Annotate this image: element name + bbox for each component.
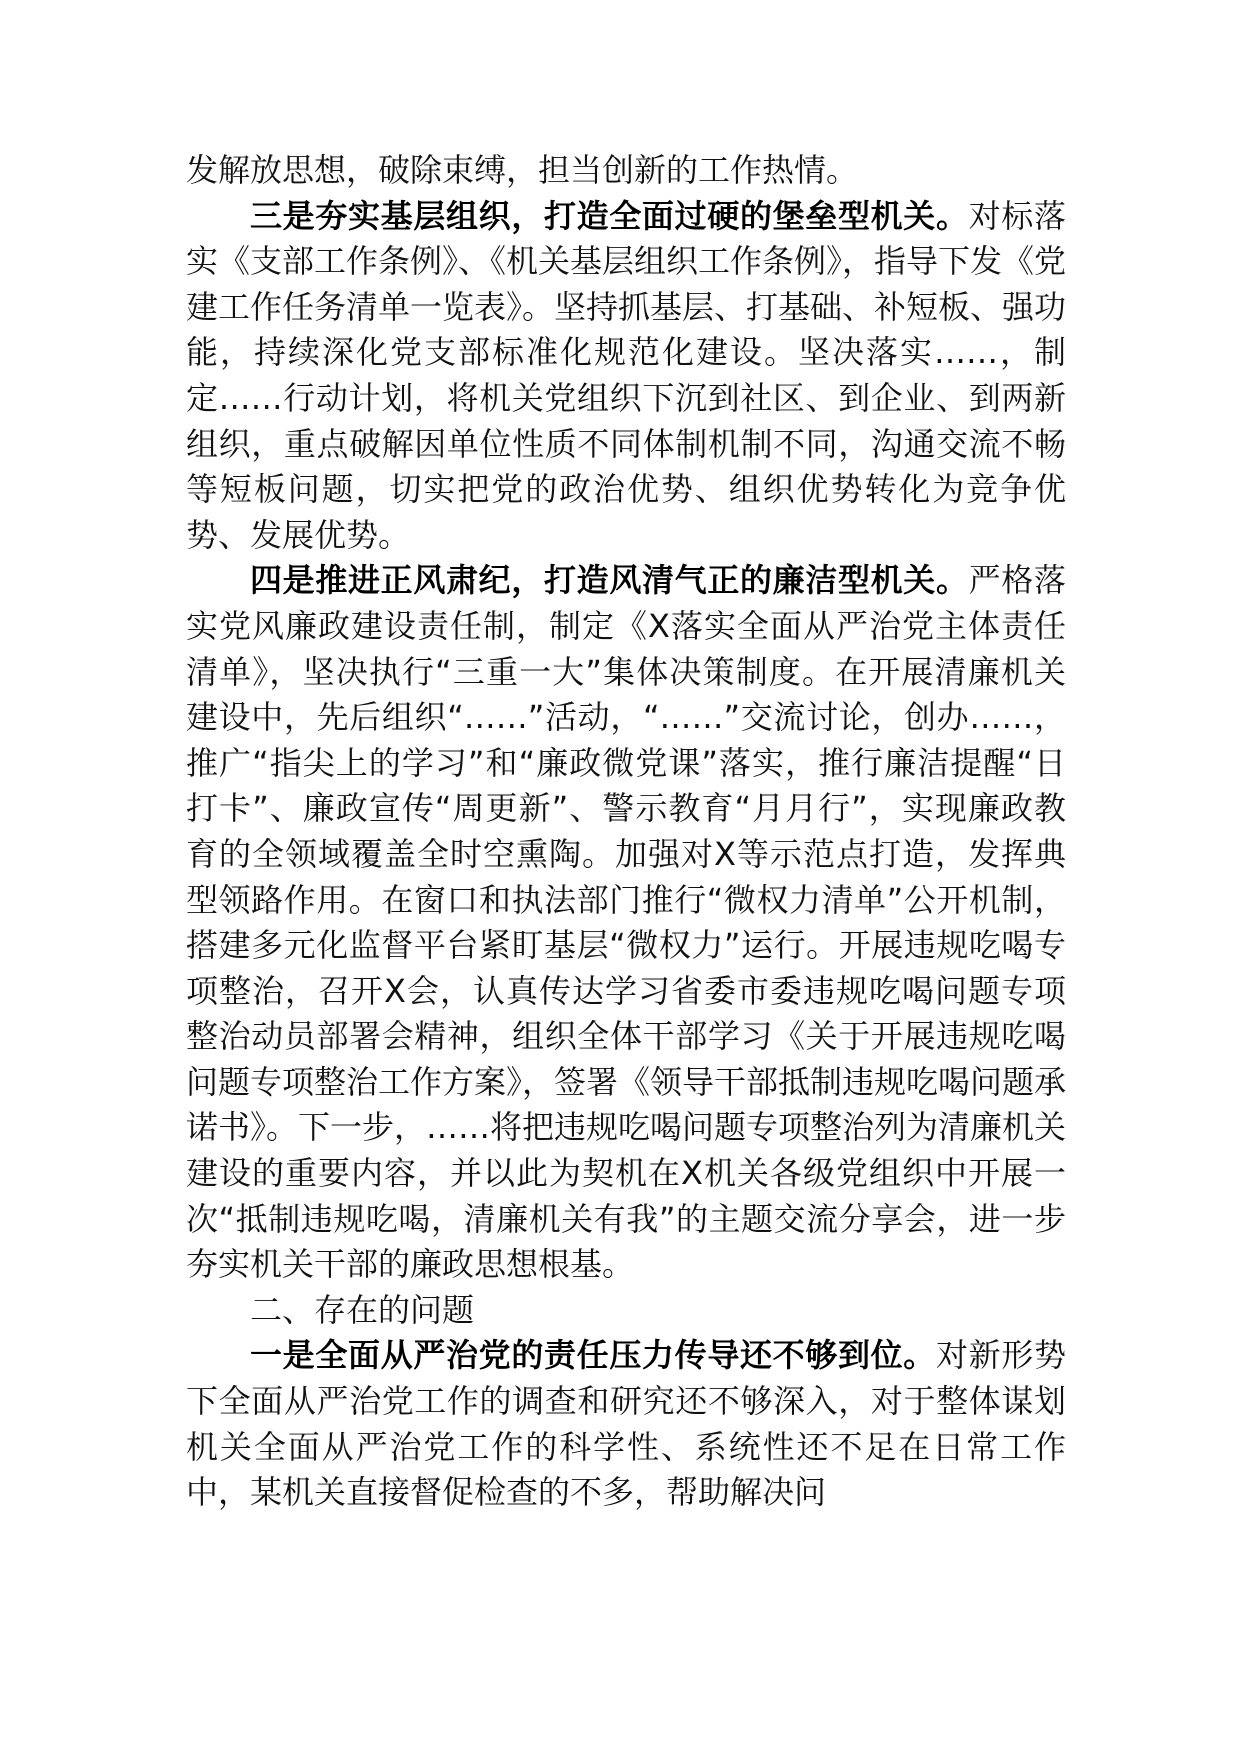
paragraph-lead-sentence: 一是全面从严治党的责任压力传导还不够到位。 xyxy=(250,1336,936,1375)
paragraph-point-four xyxy=(186,558,1066,1288)
paragraph-lead-sentence: 三是夯实基层组织，打造全面过硬的堡垒型机关。 xyxy=(250,196,969,235)
paragraph-text: 对标落实《支部工作条例》、《机关基层组织工作条例》，指导下发《党建工作任务清单一览表》。坚持抓基层、打基础、补短板、强功能，持续深化党支部标准化规范化建设。坚决落实……，制定……行动计划，将机关党组织下沉到社区、到企业、到两新组织，重点破解因单位性质不同体制机制不同，沟通交流不畅等短板问题，切实把党的政治优势、组织优势转化为竞争优势、发展优势。 xyxy=(186,196,1067,554)
paragraph-problem-one xyxy=(186,1333,1066,1515)
paragraph-text: 发解放思想，破除束缚，担当创新的工作热情。 xyxy=(186,151,859,189)
paragraph-continuation xyxy=(186,148,1066,194)
paragraph-point-three xyxy=(186,194,1066,559)
section-heading: 二、存在的问题 xyxy=(250,1290,475,1329)
paragraph-text: 严格落实党风廉政建设责任制，制定《X落实全面从严治党主体责任清单》，坚决执行“三重一大”集体决策制度。在开展清廉机关建设中，先后组织“……”活动，“……”交流讨论，创办……，推广“指尖上的学习”和“廉政微党课”落实，推行廉洁提醒“日打卡”、廉政宣传“周更新”、警示教育“月月行”，实现廉政教育的全领域覆盖全时空熏陶。加强对X等示范点打造，发挥典型领路作用。在窗口和执法部门推行“微权力清单”公开机制，搭建多元化监督平台紧盯基层“微权力”运行。开展违规吃喝专项整治，召开X会，认真传达学习省委市委违规吃喝问题专项整治动员部署会精神，组织全体干部学习《关于开展违规吃喝问题专项整治工作方案》，签署《领导干部抵制违规吃喝问题承诺书》。下一步，……将把违规吃喝问题专项整治列为清廉机关建设的重要内容，并以此为契机在X机关各级党组织中开展一次“抵制违规吃喝，清廉机关有我”的主题交流分享会，进一步夯实机关干部的廉政思想根基。 xyxy=(186,561,1067,1284)
paragraph-lead-sentence: 四是推进正风肃纪，打造风清气正的廉洁型机关。 xyxy=(250,561,969,600)
paragraph-text: 对新形势下全面从严治党工作的调查和研究还不够深入，对于整体谋划机关全面从严治党工作的科学性、系统性还不足在日常工作中，某机关直接督促检查的不多，帮助解决问 xyxy=(186,1336,1066,1512)
document-body xyxy=(186,148,1066,1516)
